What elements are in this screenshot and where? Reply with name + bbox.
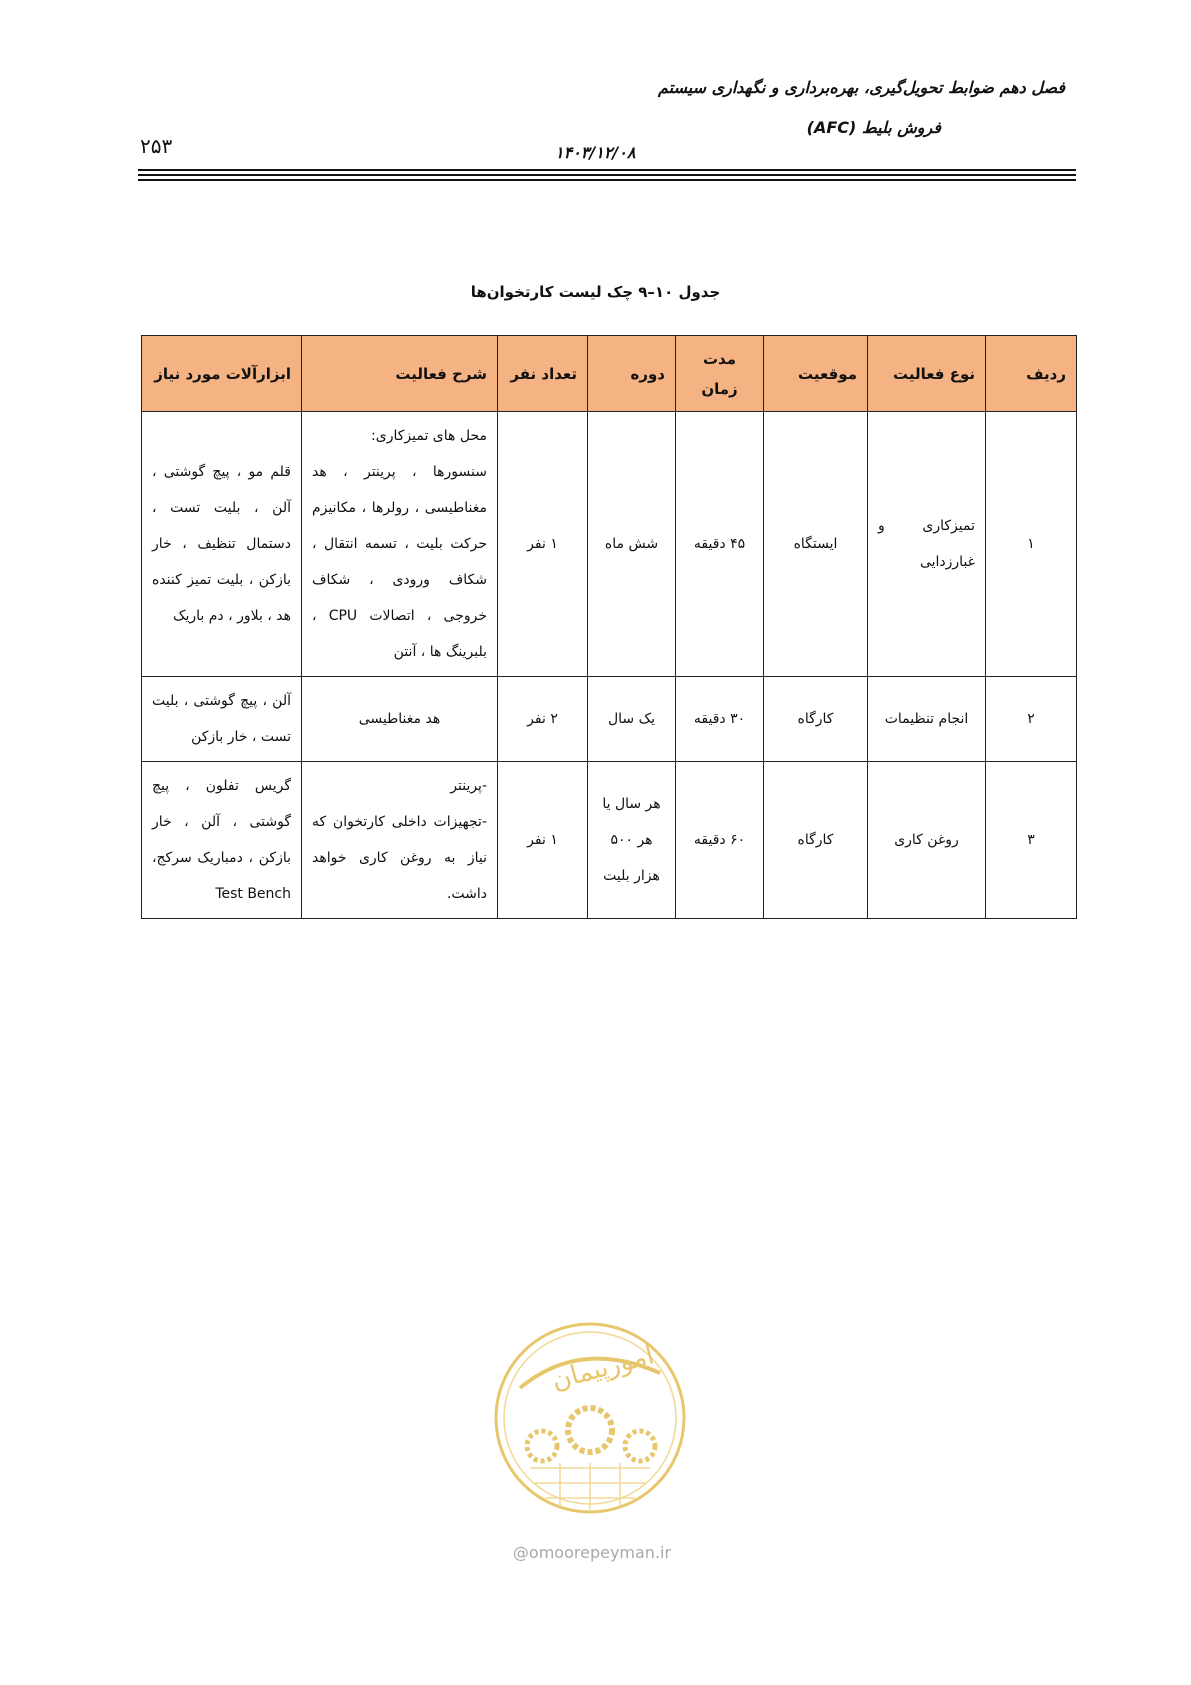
cell-period: هر سال یا هر ۵۰۰ هزار بلیت [588, 762, 676, 919]
table-row [142, 412, 1077, 677]
chapter-subtitle: فروش بلیط (AFC) [806, 118, 941, 137]
header-divider [138, 179, 1076, 181]
cell-staff-count: ۲ نفر [498, 677, 588, 762]
header-divider [138, 169, 1076, 171]
cell-row-no: ۱ [986, 412, 1077, 677]
header-divider [138, 174, 1076, 176]
document-date: ۱۴۰۳/۱۲/۰۸ [555, 143, 636, 162]
cell-row-no: ۲ [986, 677, 1077, 762]
cell-location: کارگاه [764, 762, 868, 919]
checklist-table [141, 335, 1077, 919]
cell-duration: ۴۵ دقیقه [676, 412, 764, 677]
cell-activity-type: تمیزکاری و غبارزدایی [868, 412, 986, 677]
page-number: ۲۵۳ [140, 134, 173, 158]
cell-tools: قلم مو ، پیچ گوشتی ، آلن ، بلیت تست ، دستمال تنظیف ، خار بازکن ، بلیت تمیز کننده هد ، بلاور ، دم باریک [142, 412, 302, 677]
table-caption: جدول ۱۰–۹ چک لیست کارتخوان‌ها [470, 283, 721, 301]
cell-tools: آلن ، پیچ گوشتی ، بلیت تست ، خار بازکن [142, 677, 302, 762]
activity-description-heading: محل های تمیزکاری: [371, 428, 487, 444]
cell-staff-count: ۱ نفر [498, 762, 588, 919]
cell-location: ایستگاه [764, 412, 868, 677]
table-row [142, 762, 1077, 919]
cell-staff-count: ۱ نفر [498, 412, 588, 677]
scales-icon [527, 1431, 557, 1461]
header-staff-count: تعداد نفر [498, 336, 588, 412]
activity-description-line: -پرینتر [450, 778, 487, 794]
watermark-url-text: omoorepeyman.ir [528, 1543, 672, 1562]
watermark-url: @omoorepeyman.ir [512, 1543, 672, 1562]
cell-period: شش ماه [588, 412, 676, 677]
logo-wordmark: امورپیمان [548, 1340, 658, 1397]
cell-location: کارگاه [764, 677, 868, 762]
cell-activity-type: روغن کاری [868, 762, 986, 919]
excavator-icon [625, 1431, 655, 1461]
activity-description-text: -تجهیزات داخلی کارتخوان که نیاز به روغن کاری خواهد داشت. [312, 814, 487, 902]
table-row [142, 677, 1077, 762]
header-location: موقعیت [764, 336, 868, 412]
gear-icon [568, 1408, 612, 1452]
cell-tools: گریس تفلون ، پیچ گوشتی ، آلن ، خار بازکن ، دمباریک سرکج، Test Bench [142, 762, 302, 919]
cell-row-no: ۳ [986, 762, 1077, 919]
header-row-no: ردیف [986, 336, 1077, 412]
cell-activity-description [302, 412, 498, 677]
activity-description-text: سنسورها ، پرینتر ، هد مغناطیسی ، رولرها ، مکانیزم حرکت بلیت ، تسمه انتقال ، شکاف ورودی ، شکاف خروجی ، اتصالات CPU ، بلبرینگ ها ، آنتن [312, 464, 487, 660]
cell-duration: ۳۰ دقیقه [676, 677, 764, 762]
cell-duration: ۶۰ دقیقه [676, 762, 764, 919]
cell-activity-type: انجام تنظیمات [868, 677, 986, 762]
header-period: دوره [588, 336, 676, 412]
chapter-title: فصل دهم ضوابط تحویل‌گیری، بهره‌برداری و نگهداری سیستم [658, 78, 1065, 97]
cell-period: یک سال [588, 677, 676, 762]
watermark-logo [490, 1318, 690, 1518]
table-header-row [142, 336, 1077, 412]
header-duration: مدت زمان [676, 336, 764, 412]
header-activity-type: نوع فعالیت [868, 336, 986, 412]
header-tools: ابزارآلات مورد نیاز [142, 336, 302, 412]
cell-activity-description: هد مغناطیسی [302, 677, 498, 762]
header-activity-description: شرح فعالیت [302, 336, 498, 412]
cell-activity-description [302, 762, 498, 919]
